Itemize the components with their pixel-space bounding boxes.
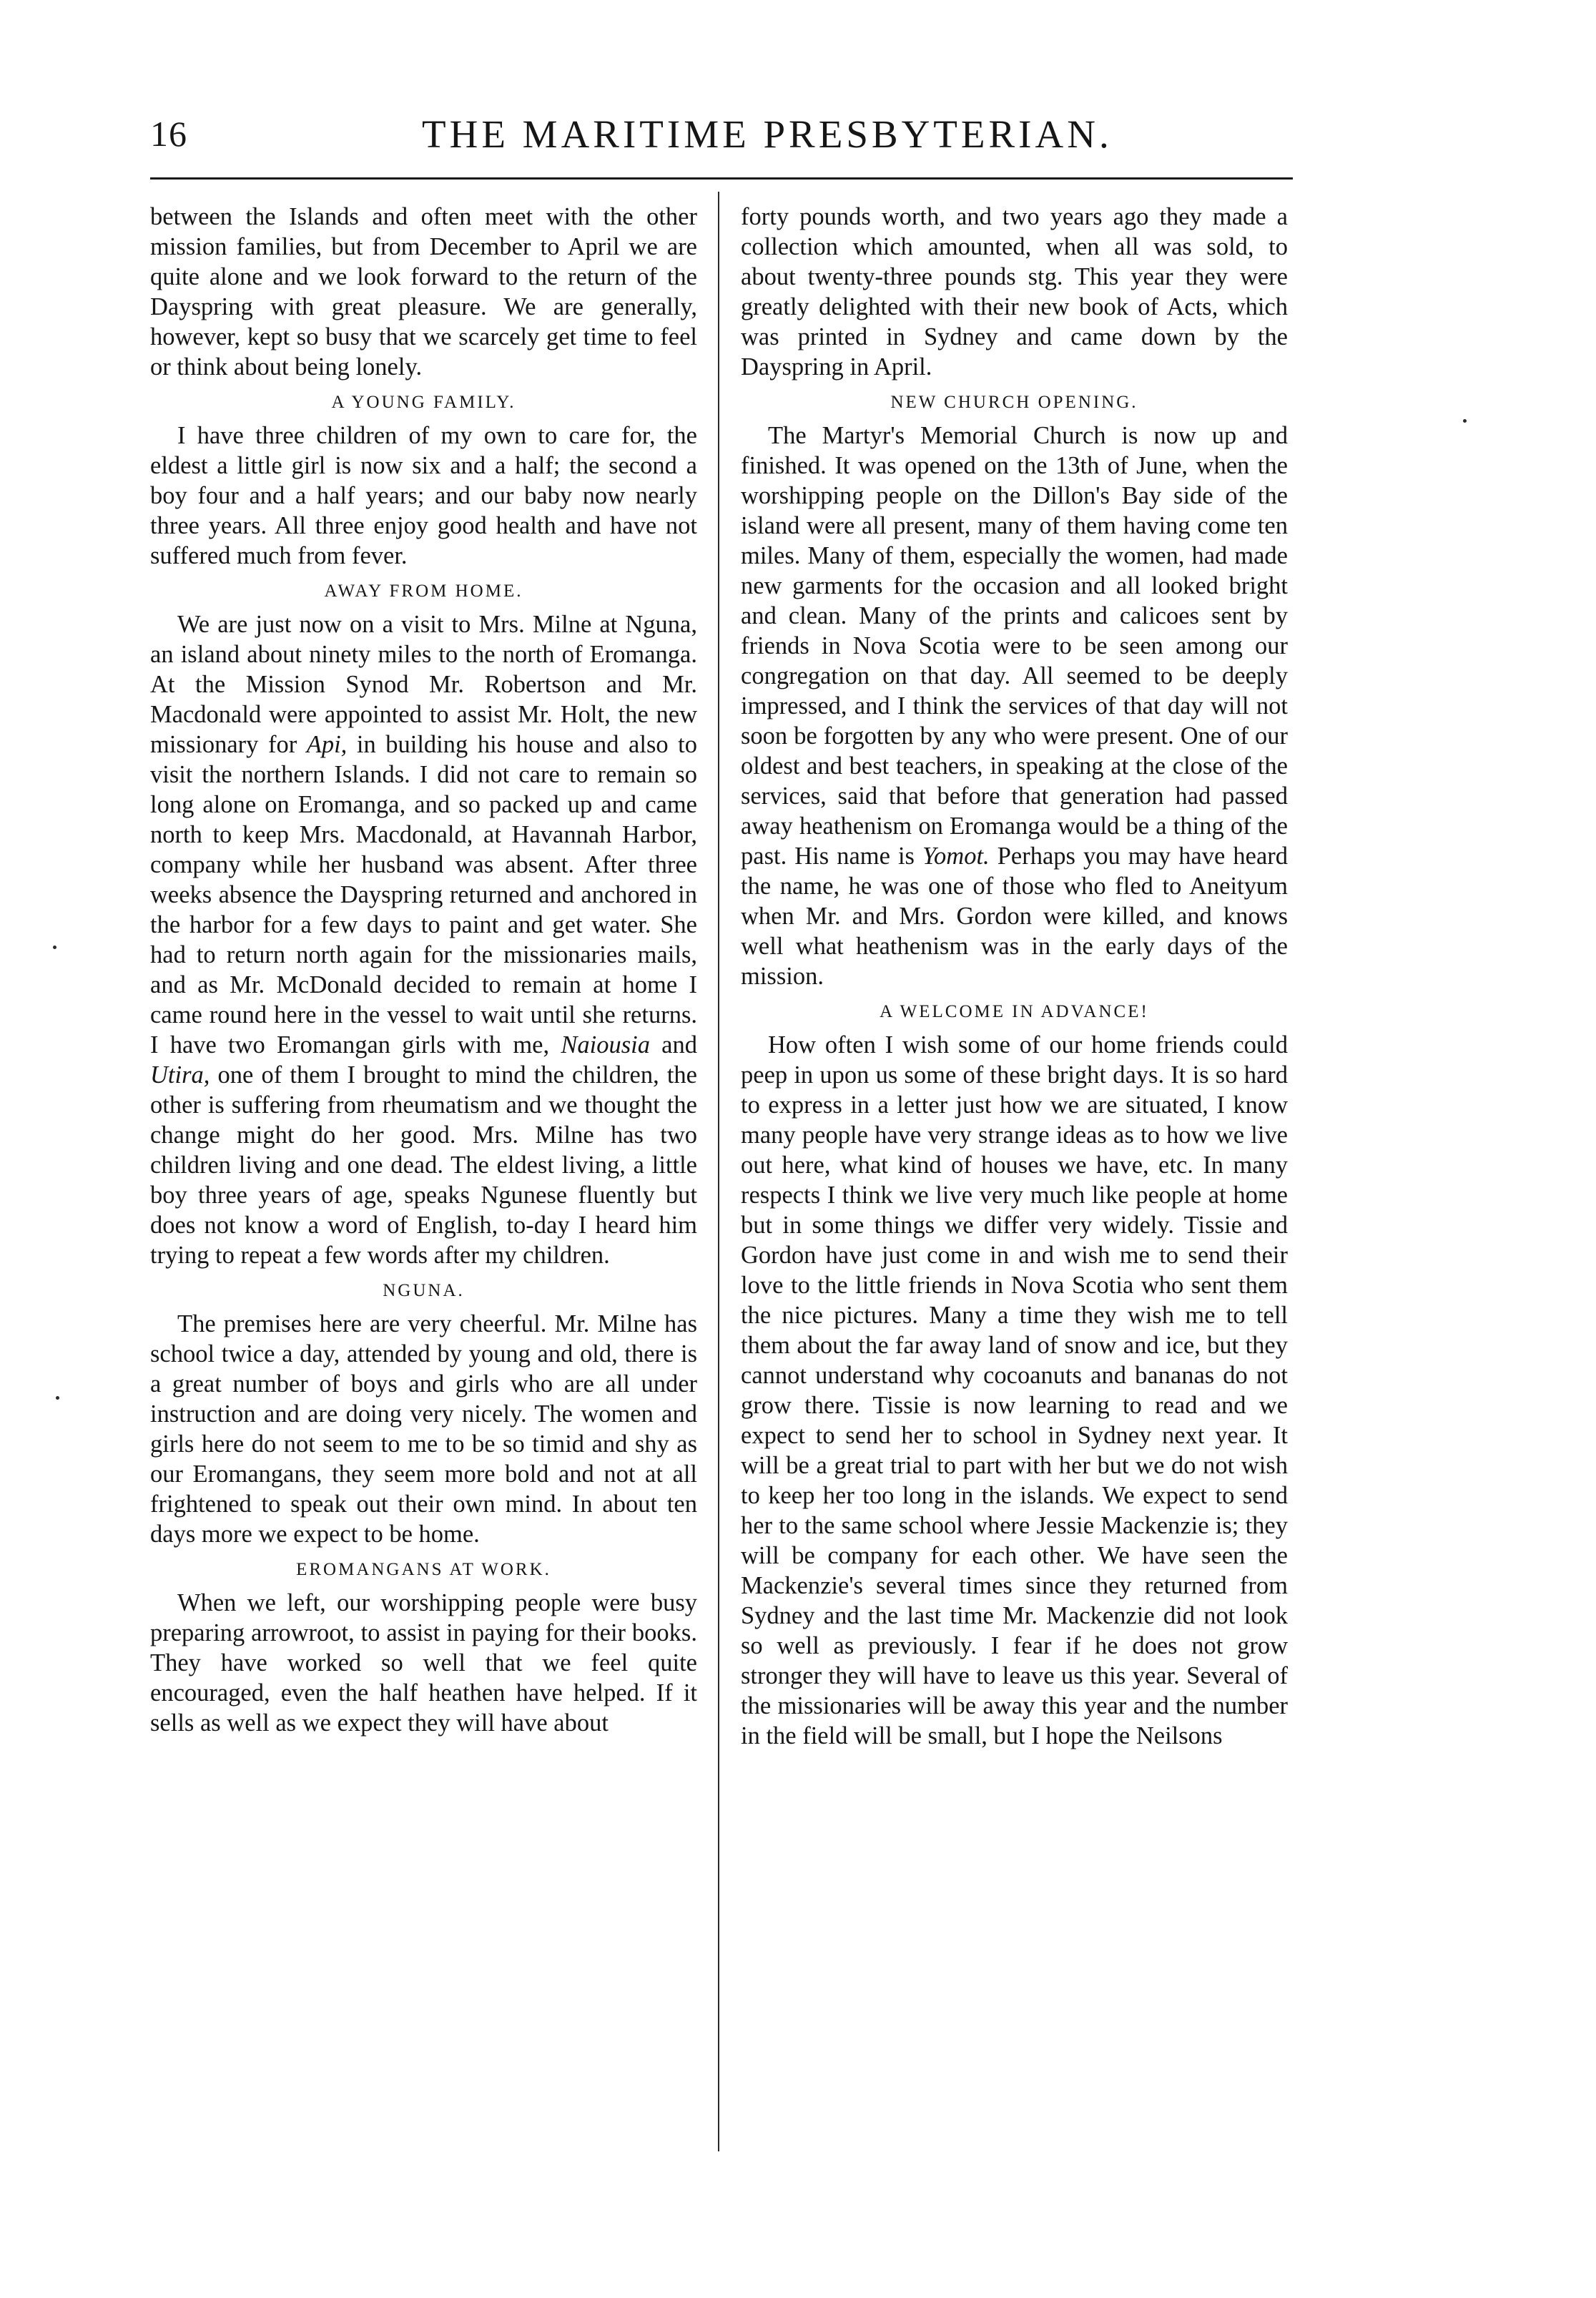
section-heading-eromangans-at-work: EROMANGANS AT WORK.: [296, 1560, 551, 1579]
right-column: [741, 202, 1288, 1751]
italic-person-name: Utira,: [150, 1061, 210, 1089]
italic-person-name: Yomot.: [922, 843, 990, 870]
section-heading-away-from-home: AWAY FROM HOME.: [324, 581, 523, 601]
page-header: [150, 107, 1294, 172]
text-run: Perhaps you may have heard the name, he was one of those who fled to Aneityum when Mr. and Mrs. Gordon were killed, and knows well what heathenism was in the early days of the mission.: [741, 843, 1288, 990]
left-column: [150, 202, 697, 1738]
ink-speck: [56, 1396, 59, 1400]
text-run: We are just now on a visit to Mrs. Milne at Nguna, an island about ninety miles to the north of Eromanga. At the Mission Synod Mr. Robertson and Mr. Macdonald were appointed to assist Mr. Holt, the new missionary for: [150, 611, 697, 758]
paragraph-nguna: The premises here are very cheerful. Mr. Milne has school twice a day, attended by young and old, there is a great number of boys and girls who are all under instruction and are doing very nicely. The women and girls here do not seem to me to be so timid and shy as our Eromangans, they seem more bold and not at all frightened to speak out their own mind. In about ten days more we expect to be home.: [150, 1310, 697, 1548]
paragraph-intro: between the Islands and often meet with the other mission families, but from December to April we are quite alone and we look forward to the return of the Dayspring with great pleasure. We are generally, however, kept so busy that we scarcely get time to feel or think about being lonely.: [150, 203, 697, 380]
italic-person-name: Naiousia: [561, 1031, 650, 1059]
paragraph-young-family: I have three children of my own to care for, the eldest a little girl is now six and a half; the second a boy four and a half years; and our baby now nearly three years. All three enjoy good health and have not suffered much from fever.: [150, 422, 697, 569]
publication-title: THE MARITIME PRESBYTERIAN.: [422, 112, 1113, 156]
column-divider: [718, 192, 719, 2151]
section-heading-welcome-in-advance: A WELCOME IN ADVANCE!: [880, 1002, 1149, 1021]
section-heading-young-family: A YOUNG FAMILY.: [331, 393, 516, 412]
paragraph-new-church-opening: [741, 421, 1288, 991]
section-heading-new-church-opening: NEW CHURCH OPENING.: [890, 393, 1138, 412]
section-heading-nguna: NGUNA.: [383, 1281, 465, 1300]
ink-speck: [53, 946, 56, 949]
paragraph-continued: forty pounds worth, and two years ago they made a collection which amounted, when all was sold, to about twenty-three pounds stg. This year they were greatly delighted with their new book of Acts, which was printed in Sydney and came down by the Dayspring in April.: [741, 203, 1288, 380]
page-number: 16: [150, 114, 187, 154]
text-run: in building his house and also to visit the northern Islands. I did not care to remain so long alone on Eromanga, and so packed up and came north to keep Mrs. Macdonald, at Havannah Harbor, company while her husband was absent. After three weeks absence the Dayspring returned and anchored in the harbor for a few days to paint and get water. She had to return north again for the missionaries mails, and as Mr. McDonald decided to remain at home I came round here in the vessel to wait until she returns. I have two Eromangan girls with me,: [150, 731, 698, 1059]
italic-place-name: Api,: [306, 731, 348, 758]
paragraph-welcome-in-advance: How often I wish some of our home friends could peep in upon us some of these bright days. It is so hard to express in a letter just how we are situated, I know many people have very strange ideas as to how we live out here, what kind of houses we have, etc. In many respects I think we live very much like people at home but in some things we differ very widely. Tissie and Gordon have just come in and wish me to send their love to the little friends in Nova Scotia who sent them the nice pictures. Many a time they wish me to tell them about the far away land of snow and ice, but they cannot understand why cocoanuts and bananas do not grow there. Tissie is now learning to read and we expect to send her to school in Sydney next year. It will be a great trial to part with her but we do not wish to keep her too long in the islands. We expect to send her to the same school where Jessie Mackenzie is; they will be company for each other. We have seen the Mackenzie's several times since they returned from Sydney and the last time Mr. Mackenzie did not look so well as previously. I fear if he does not grow stronger they will have to leave us this year. Several of the missionaries will be away this year and the number in the field will be small, but I hope the Neilsons: [741, 1031, 1288, 1749]
ink-speck: [1463, 419, 1467, 423]
text-run: and: [661, 1031, 697, 1059]
header-rule: [150, 177, 1293, 180]
text-run: one of them I brought to mind the children, the other is suffering from rheumatism and we thought the change might do her good. Mrs. Milne has two children living and one dead. The eldest living, a little boy three years of age, speaks Ngunese fluently but does not know a word of English, to-day I heard him trying to repeat a few words after my children.: [150, 1061, 697, 1269]
text-run: The Martyr's Memorial Church is now up and finished. It was opened on the 13th of June, when the worshipping people on the Dillon's Bay side of the island were all present, many of them having come ten miles. Many of them, especially the women, had made new garments for the occasion and all looked bright and clean. Many of the prints and calicoes sent by friends in Nova Scotia were to be seen among our congregation on that day. All seemed to be deeply impressed, and I think the services of that day will not soon be forgotten by any who were present. One of our oldest and best teachers, in speaking at the close of the services, said that before that generation had passed away heathenism on Eromanga would be a thing of the past. His name is: [741, 422, 1288, 870]
paragraph-away-from-home: [150, 609, 697, 1270]
paragraph-eromangans-at-work: When we left, our worshipping people were busy preparing arrowroot, to assist in paying for their books. They have worked so well that we feel quite encouraged, even the half heathen have helped. If it sells as well as we expect they will have about: [150, 1589, 697, 1737]
